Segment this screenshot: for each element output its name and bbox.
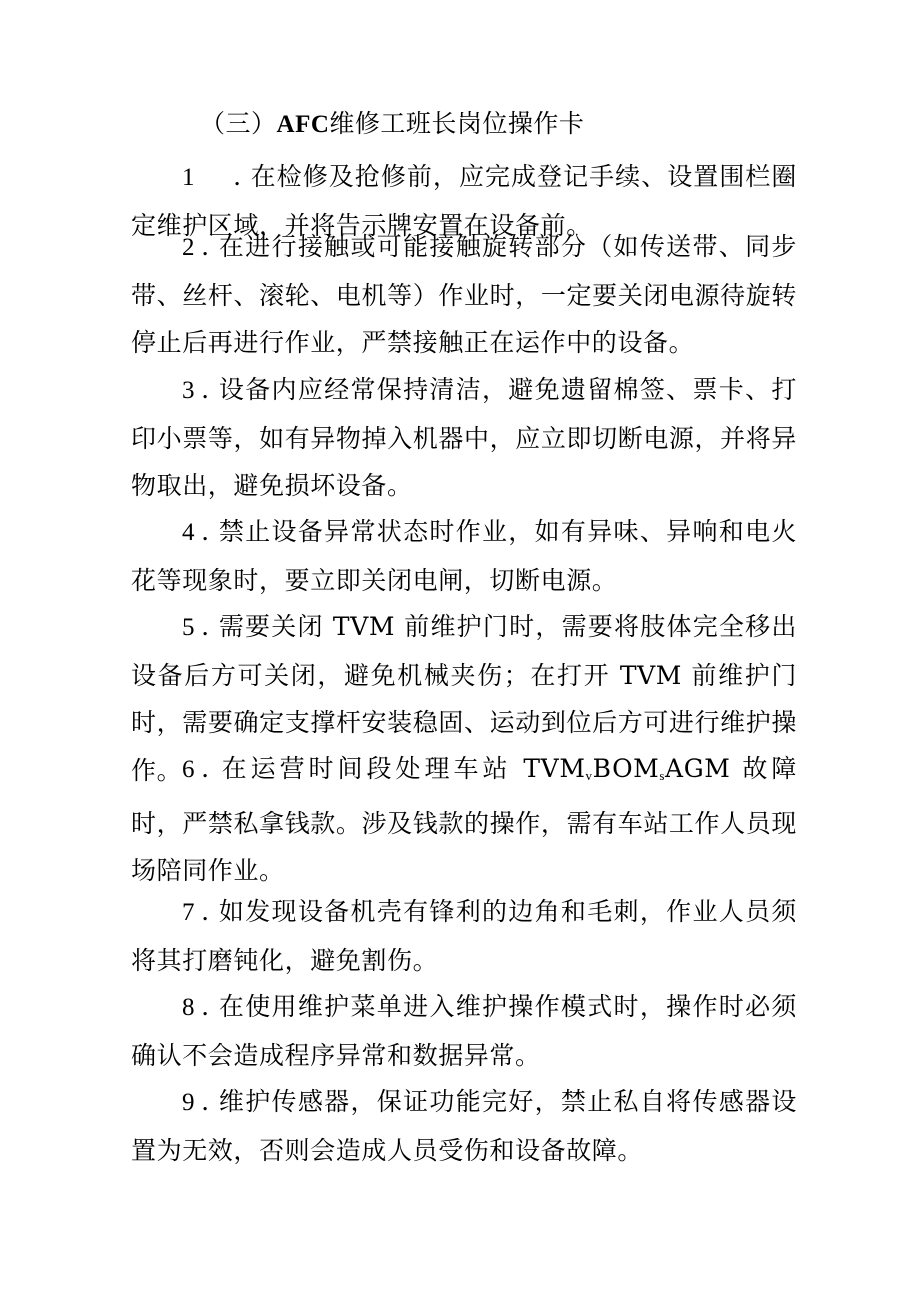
item-text: . 禁止设备异常状态时作业，如有异味、异响和电火花等现象时，要立即关闭电闸，切断电源。 xyxy=(131,517,797,595)
title-suffix: 维修工班长岗位操作卡 xyxy=(329,109,585,138)
title-afc: AFC xyxy=(276,111,330,138)
list-item-7 xyxy=(131,888,797,984)
item-number: 5 xyxy=(182,614,196,641)
list-item-4 xyxy=(131,508,797,604)
item-number: 2 xyxy=(182,234,196,261)
item-sub-a: v xyxy=(585,768,593,783)
item-sub-b: s xyxy=(659,768,666,783)
item-text: . 设备内应经常保持清洁，避免遗留棉签、票卡、打印小票等，如有异物掉入机器中，应立即切断电源，并将异物取出，避免损坏设备。 xyxy=(131,375,797,500)
item-text: . 如发现设备机壳有锋利的边角和毛刺，作业人员须将其打磨钝化，避免割伤。 xyxy=(131,897,797,975)
item-text: . 维护传感器，保证功能完好，禁止私自将传感器设置为无效，否则会造成人员受伤和设备故障。 xyxy=(131,1087,797,1165)
item-text: . 在使用维护菜单进入维护操作模式时，操作时必须确认不会造成程序异常和数据异常。 xyxy=(131,992,797,1070)
item-text-c: AGM 故障时，严禁私拿钱款。涉及钱款的操作，需有车站工作人员现场陪同作业。 xyxy=(131,754,797,885)
title-prefix: （三） xyxy=(200,109,277,138)
item-number: 8 xyxy=(182,994,196,1021)
list-item-6 xyxy=(131,745,797,895)
item-text-a: . 在运营时间段处理车站 TVM xyxy=(201,754,586,783)
item-number: 4 xyxy=(182,519,196,546)
item-number: 1 xyxy=(182,164,196,191)
item-text: . 在进行接触或可能接触旋转部分（如传送带、同步带、丝杆、滚轮、电机等）作业时，一定要关闭电源待旋转停止后再进行作业，严禁接触正在运作中的设备。 xyxy=(131,232,797,357)
list-item-8 xyxy=(131,983,797,1079)
item-number: 3 xyxy=(182,377,196,404)
item-text: . 在检修及抢修前，应完成登记手续、设置围栏圈定维护区域，并将告示牌安置在设备前。 xyxy=(131,162,797,240)
list-item-9 xyxy=(131,1078,797,1174)
list-item-3 xyxy=(131,366,797,510)
item-number: 7 xyxy=(182,899,196,926)
item-number: 6 xyxy=(182,756,196,783)
item-text-b: BOM xyxy=(592,754,660,783)
item-text: . 需要关闭 TVM 前维护门时，需要将肢体完全移出设备后方可关闭，避免机械夹伤；在打开 TVM 前维护门时，需要确定支撑杆安装稳固、运动到位后方可进行维护操作。 xyxy=(131,612,797,785)
page-title xyxy=(200,106,584,143)
item-number: 9 xyxy=(182,1089,196,1116)
list-item-2 xyxy=(131,223,797,367)
